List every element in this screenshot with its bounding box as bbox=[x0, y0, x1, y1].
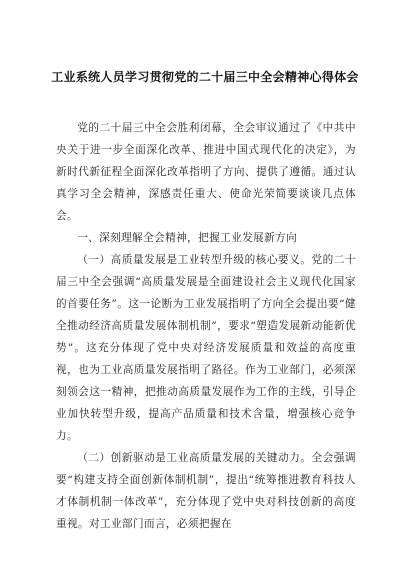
section-heading-1: 一、深刻理解全会精神，把握工业发展新方向 bbox=[77, 232, 298, 244]
paragraph-intro: 党的二十届三中全会胜利闭幕，全会审议通过了《中共中央关于进一步全面深化改革、推进中国式现代化的决定》，为新时代新征程全面深化改革指明了方向、提供了遵循。通过认真学习全会精神，深感责任重大、使命光荣简要谈谈几点体会。 bbox=[56, 122, 356, 222]
document-body bbox=[56, 117, 356, 535]
paragraph-point-1: （一）高质量发展是工业转型升级的核心要义。党的二十届三中全会强调“高质量发展是全面建设社会主义现代化国家的首要任务”。这一论断为工业发展指明了方向全会提出要“健全推动经济高质量发展体制机制”，要求“塑造发展新动能新优势”。这充分体现了党中央对经济发展质量和效益的高度重视，也为工业高质量发展指明了路径。作为工业部门，必须深刻领会这一精神，把推动高质量发展作为工作的主线，引导企业加快转型升级，提高产品质量和技术含量，增强核心竞争力。 bbox=[56, 254, 356, 442]
document-title: 工业系统人员学习贯彻党的二十届三中全会精神心得体会 bbox=[51, 70, 359, 84]
paragraph-point-2: （二）创新驱动是工业高质量发展的关键动力。全会强调要“构建支持全面创新体制机制”，提出“统筹推进教育科技人才体制机制一体改革”，充分体现了党中央对科技创新的高度重视。对工业部门而言，必须把握在 bbox=[56, 452, 356, 530]
